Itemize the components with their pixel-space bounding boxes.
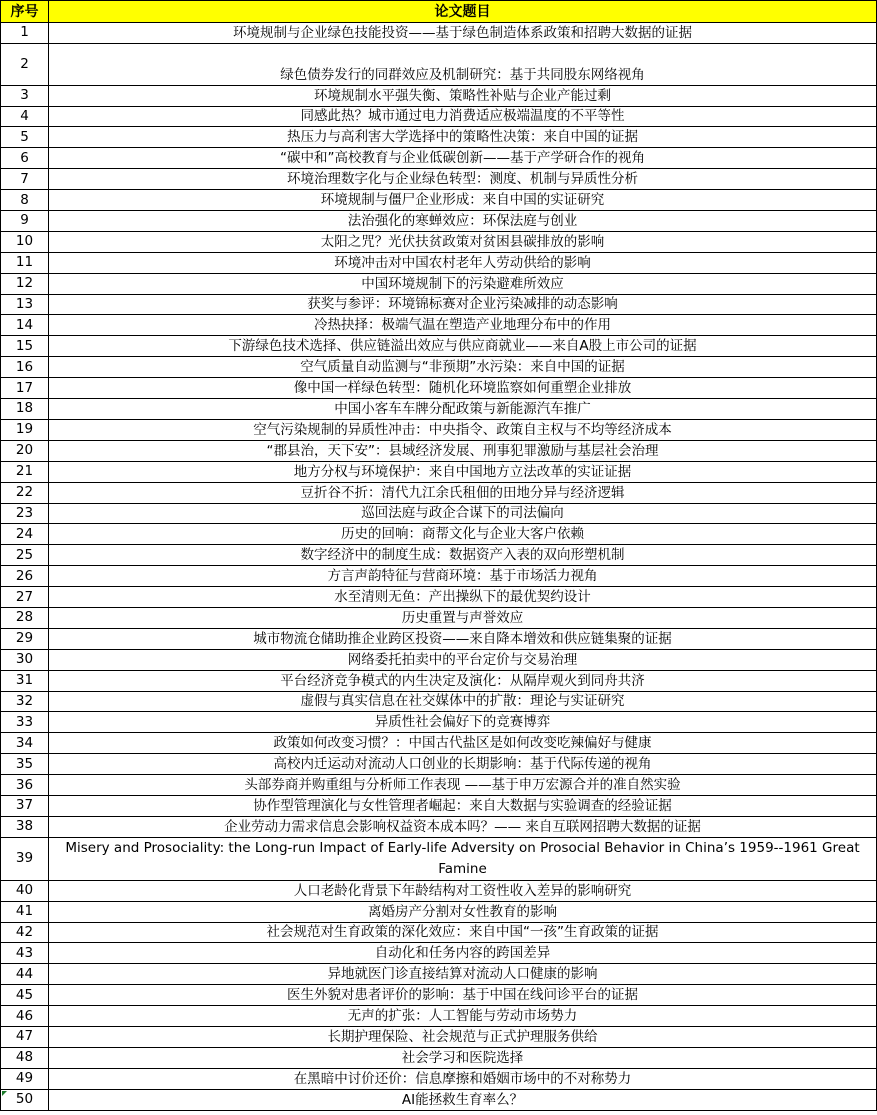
row-index-cell[interactable]: 31 xyxy=(1,670,49,691)
row-index-cell[interactable]: 14 xyxy=(1,315,49,336)
paper-title-cell[interactable]: Misery and Prosociality: the Long-run Impact of Early-life Adversity on Prosocial Behavior in China’s 1959--1961 Great Famine xyxy=(49,837,877,880)
paper-title-cell[interactable]: 水至清则无鱼：产出操纵下的最优契约设计 xyxy=(49,587,877,608)
table-row xyxy=(1,148,877,169)
paper-title-cell[interactable]: 头部券商并购重组与分析师工作表现 ——基于申万宏源合并的准自然实验 xyxy=(49,775,877,796)
table-row xyxy=(1,1068,877,1089)
table-row xyxy=(1,106,877,127)
row-index-cell[interactable]: 4 xyxy=(1,106,49,127)
table-row xyxy=(1,127,877,148)
paper-title-cell[interactable]: 无声的扩张：人工智能与劳动市场势力 xyxy=(49,1006,877,1027)
table-row xyxy=(1,566,877,587)
row-index-cell[interactable]: 25 xyxy=(1,545,49,566)
table-row xyxy=(1,733,877,754)
row-index-cell[interactable]: 12 xyxy=(1,273,49,294)
row-index-cell[interactable]: 45 xyxy=(1,985,49,1006)
paper-title-cell[interactable]: 环境规制水平强失衡、策略性补贴与企业产能过剩 xyxy=(49,85,877,106)
paper-title-cell[interactable]: 中国环境规制下的污染避难所效应 xyxy=(49,273,877,294)
paper-title-cell[interactable]: 离婚房产分割对女性教育的影响 xyxy=(49,901,877,922)
table-row xyxy=(1,43,877,85)
row-index-cell[interactable]: 38 xyxy=(1,816,49,837)
paper-title-cell[interactable]: 自动化和任务内容的跨国差异 xyxy=(49,943,877,964)
table-row xyxy=(1,628,877,649)
paper-title-cell[interactable]: 方言声韵特征与营商环境：基于市场活力视角 xyxy=(49,566,877,587)
paper-title-cell[interactable]: AI能拯救生育率么？ xyxy=(49,1089,877,1110)
table-row xyxy=(1,252,877,273)
table-row xyxy=(1,670,877,691)
table-row xyxy=(1,922,877,943)
paper-title-cell[interactable]: 高校内迁运动对流动人口创业的长期影响：基于代际传递的视角 xyxy=(49,754,877,775)
row-index-cell[interactable]: 34 xyxy=(1,733,49,754)
row-index-cell[interactable]: 17 xyxy=(1,378,49,399)
paper-title-cell[interactable]: 环境规制与僵尸企业形成：来自中国的实证研究 xyxy=(49,190,877,211)
table-row xyxy=(1,315,877,336)
paper-title-cell[interactable]: 政策如何改变习惯？：中国古代盐区是如何改变吃辣偏好与健康 xyxy=(49,733,877,754)
row-index-cell[interactable]: 16 xyxy=(1,357,49,378)
paper-title-cell[interactable]: 医生外貌对患者评价的影响：基于中国在线问诊平台的证据 xyxy=(49,985,877,1006)
paper-title-cell[interactable]: 社会学习和医院选择 xyxy=(49,1047,877,1068)
paper-title-cell[interactable]: 获奖与参评：环境锦标赛对企业污染减排的动态影响 xyxy=(49,294,877,315)
row-index-cell[interactable]: 43 xyxy=(1,943,49,964)
paper-title-cell[interactable]: 异质性社会偏好下的竞赛博弈 xyxy=(49,712,877,733)
paper-title-cell[interactable]: 环境冲击对中国农村老年人劳动供给的影响 xyxy=(49,252,877,273)
row-index-cell[interactable]: 50 xyxy=(1,1089,49,1110)
row-index-cell[interactable]: 3 xyxy=(1,85,49,106)
row-index-cell[interactable]: 24 xyxy=(1,524,49,545)
row-index-cell[interactable]: 36 xyxy=(1,775,49,796)
row-index-cell[interactable]: 7 xyxy=(1,169,49,190)
paper-title-cell[interactable]: 环境治理数字化与企业绿色转型：测度、机制与异质性分析 xyxy=(49,169,877,190)
row-index-cell[interactable]: 33 xyxy=(1,712,49,733)
table-row xyxy=(1,231,877,252)
row-index-cell[interactable]: 30 xyxy=(1,649,49,670)
table-row xyxy=(1,419,877,440)
paper-title-cell[interactable]: 下游绿色技术选择、供应链溢出效应与供应商就业——来自A股上市公司的证据 xyxy=(49,336,877,357)
paper-title-cell[interactable]: 像中国一样绿色转型：随机化环境监察如何重塑企业排放 xyxy=(49,378,877,399)
table-row xyxy=(1,1047,877,1068)
table-row xyxy=(1,273,877,294)
paper-title-cell[interactable]: 历史重置与声誉效应 xyxy=(49,607,877,628)
row-index-cell[interactable]: 5 xyxy=(1,127,49,148)
table-row xyxy=(1,378,877,399)
row-index-cell[interactable]: 19 xyxy=(1,419,49,440)
row-index-cell[interactable]: 23 xyxy=(1,503,49,524)
paper-title-cell[interactable]: 企业劳动力需求信息会影响权益资本成本吗？—— 来自互联网招聘大数据的证据 xyxy=(49,816,877,837)
paper-title-cell[interactable]: 长期护理保险、社会规范与正式护理服务供给 xyxy=(49,1026,877,1047)
table-row xyxy=(1,712,877,733)
table-row xyxy=(1,440,877,461)
row-index-cell[interactable]: 20 xyxy=(1,440,49,461)
paper-title-cell[interactable]: 地方分权与环境保护：来自中国地方立法改革的实证证据 xyxy=(49,461,877,482)
paper-title-cell[interactable]: 绿色债券发行的同群效应及机制研究：基于共同股东网络视角 xyxy=(49,43,877,85)
paper-title-cell[interactable]: 空气污染规制的异质性冲击：中央指令、政策自主权与不均等经济成本 xyxy=(49,419,877,440)
table-row xyxy=(1,169,877,190)
row-index-cell[interactable]: 22 xyxy=(1,482,49,503)
row-index-cell[interactable]: 26 xyxy=(1,566,49,587)
table-row xyxy=(1,985,877,1006)
table-row xyxy=(1,211,877,232)
paper-title-cell[interactable]: 热压力与高利害大学选择中的策略性决策：来自中国的证据 xyxy=(49,127,877,148)
table-row xyxy=(1,1006,877,1027)
table-row xyxy=(1,461,877,482)
paper-title-cell[interactable]: 历史的回响：商帮文化与企业大客户依赖 xyxy=(49,524,877,545)
paper-title-cell[interactable]: 同感此热？城市通过电力消费适应极端温度的不平等性 xyxy=(49,106,877,127)
table-row xyxy=(1,795,877,816)
table-row xyxy=(1,23,877,44)
table-row xyxy=(1,1026,877,1047)
paper-title-cell[interactable]: 协作型管理演化与女性管理者崛起：来自大数据与实验调查的经验证据 xyxy=(49,795,877,816)
table-row xyxy=(1,964,877,985)
paper-title-cell[interactable]: 冷热抉择：极端气温在塑造产业地理分布中的作用 xyxy=(49,315,877,336)
row-index-cell[interactable]: 49 xyxy=(1,1068,49,1089)
table-row xyxy=(1,482,877,503)
table-row xyxy=(1,336,877,357)
row-index-cell[interactable]: 28 xyxy=(1,607,49,628)
index-column-header[interactable]: 序号 xyxy=(1,1,49,23)
row-index-cell[interactable]: 32 xyxy=(1,691,49,712)
paper-title-cell[interactable]: 异地就医门诊直接结算对流动人口健康的影响 xyxy=(49,964,877,985)
row-index-cell[interactable]: 9 xyxy=(1,211,49,232)
row-index-cell[interactable]: 41 xyxy=(1,901,49,922)
table-row xyxy=(1,503,877,524)
row-index-cell[interactable]: 8 xyxy=(1,190,49,211)
table-row xyxy=(1,816,877,837)
table-row xyxy=(1,691,877,712)
row-index-cell[interactable]: 6 xyxy=(1,148,49,169)
header-row xyxy=(1,1,877,23)
paper-title-cell[interactable]: 数字经济中的制度生成：数据资产入表的双向形塑机制 xyxy=(49,545,877,566)
paper-title-cell[interactable]: 在黑暗中讨价还价：信息摩擦和婚姻市场中的不对称势力 xyxy=(49,1068,877,1089)
table-row xyxy=(1,587,877,608)
table-row xyxy=(1,1089,877,1110)
table-row xyxy=(1,880,877,901)
table-row xyxy=(1,294,877,315)
paper-title-cell[interactable]: 环境规制与企业绿色技能投资——基于绿色制造体系政策和招聘大数据的证据 xyxy=(49,23,877,44)
paper-title-cell[interactable]: 空气质量自动监测与“非预期”水污染：来自中国的证据 xyxy=(49,357,877,378)
row-index-cell[interactable]: 44 xyxy=(1,964,49,985)
paper-title-cell[interactable]: 城市物流仓储助推企业跨区投资——来自降本增效和供应链集聚的证据 xyxy=(49,628,877,649)
paper-title-cell[interactable]: 虚假与真实信息在社交媒体中的扩散：理论与实证研究 xyxy=(49,691,877,712)
table-row xyxy=(1,524,877,545)
paper-title-cell[interactable]: 豆折谷不折：清代九江余氏租佃的田地分异与经济逻辑 xyxy=(49,482,877,503)
paper-title-cell[interactable]: “郡县治，天下安”：县域经济发展、刑事犯罪激励与基层社会治理 xyxy=(49,440,877,461)
row-index-cell[interactable]: 48 xyxy=(1,1047,49,1068)
row-index-cell[interactable]: 29 xyxy=(1,628,49,649)
row-index-cell[interactable]: 15 xyxy=(1,336,49,357)
table-row xyxy=(1,837,877,880)
table-row xyxy=(1,775,877,796)
row-index-cell[interactable]: 21 xyxy=(1,461,49,482)
table-row xyxy=(1,399,877,420)
paper-title-cell[interactable]: 太阳之咒？光伏扶贫政策对贫困县碳排放的影响 xyxy=(49,231,877,252)
table-row xyxy=(1,901,877,922)
table-row xyxy=(1,190,877,211)
table-row xyxy=(1,545,877,566)
paper-title-cell[interactable]: 中国小客车车牌分配政策与新能源汽车推广 xyxy=(49,399,877,420)
table-row xyxy=(1,943,877,964)
title-column-header[interactable]: 论文题目 xyxy=(49,1,877,23)
row-index-cell[interactable]: 27 xyxy=(1,587,49,608)
row-index-cell[interactable]: 39 xyxy=(1,837,49,880)
row-index-cell[interactable]: 47 xyxy=(1,1026,49,1047)
paper-title-cell[interactable]: 巡回法庭与政企合谋下的司法偏向 xyxy=(49,503,877,524)
row-index-cell[interactable]: 37 xyxy=(1,795,49,816)
row-index-cell[interactable]: 46 xyxy=(1,1006,49,1027)
row-index-cell[interactable]: 1 xyxy=(1,23,49,44)
table-row xyxy=(1,357,877,378)
row-index-cell[interactable]: 18 xyxy=(1,399,49,420)
row-index-cell[interactable]: 10 xyxy=(1,231,49,252)
table-row xyxy=(1,607,877,628)
row-index-cell[interactable]: 2 xyxy=(1,43,49,85)
paper-title-cell[interactable]: 社会规范对生育政策的深化效应：来自中国“一孩”生育政策的证据 xyxy=(49,922,877,943)
cell-comment-marker-icon xyxy=(2,1091,7,1096)
paper-title-cell[interactable]: 平台经济竞争模式的内生决定及演化：从隔岸观火到同舟共济 xyxy=(49,670,877,691)
table-row xyxy=(1,649,877,670)
row-index-cell[interactable]: 40 xyxy=(1,880,49,901)
paper-title-cell[interactable]: 网络委托拍卖中的平台定价与交易治理 xyxy=(49,649,877,670)
paper-title-cell[interactable]: “碳中和”高校教育与企业低碳创新——基于产学研合作的视角 xyxy=(49,148,877,169)
paper-title-cell[interactable]: 法治强化的寒蝉效应：环保法庭与创业 xyxy=(49,211,877,232)
table-row xyxy=(1,85,877,106)
row-index-cell[interactable]: 11 xyxy=(1,252,49,273)
table-row xyxy=(1,754,877,775)
row-index-cell[interactable]: 13 xyxy=(1,294,49,315)
row-index-cell[interactable]: 35 xyxy=(1,754,49,775)
row-index-cell[interactable]: 42 xyxy=(1,922,49,943)
paper-title-cell[interactable]: 人口老龄化背景下年龄结构对工资性收入差异的影响研究 xyxy=(49,880,877,901)
table-body xyxy=(1,23,877,1111)
